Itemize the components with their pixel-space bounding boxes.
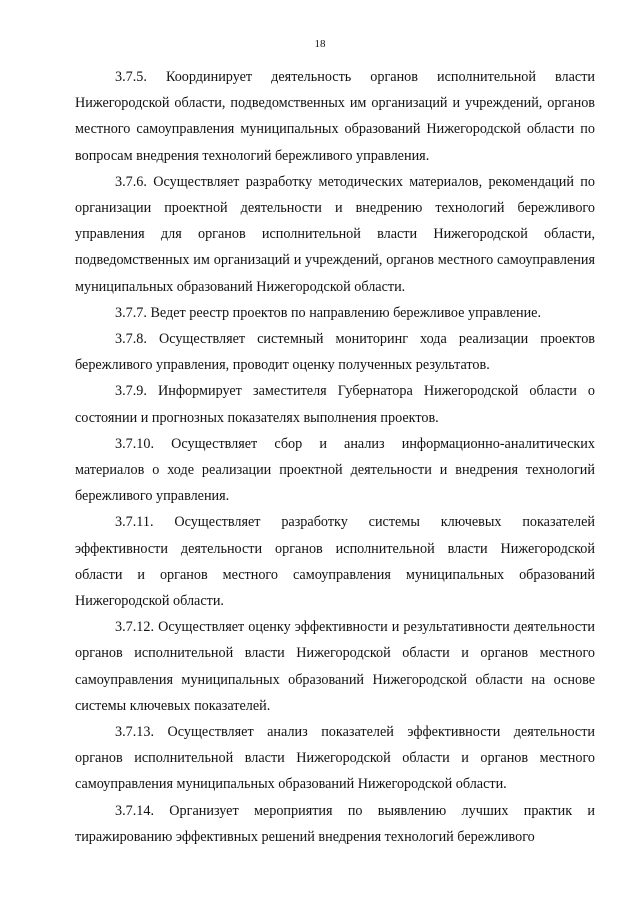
paragraph-3-7-6: 3.7.6. Осуществляет разработку методических материалов, рекомендаций по организации проектной деятельности и внедрению технологий бережливого управления для органов исполнительной власти Нижегородской области, подведомственных им организаций и учреждений, органов местного самоуправления муниципальных образований Нижегородской области. [75,173,595,295]
paragraph-3-7-10: 3.7.10. Осуществляет сбор и анализ информационно-аналитических материалов о ходе реализации проектной деятельности и внедрения технологий бережливого управления. [75,435,595,505]
paragraph-3-7-12: 3.7.12. Осуществляет оценку эффективности и результативности деятельности органов исполнительной власти Нижегородской области и органов местного самоуправления муниципальных образований Нижегородской области на основе системы ключевых показателей. [75,619,595,714]
paragraph-3-7-11: 3.7.11. Осуществляет разработку системы ключевых показателей эффективности деятельности органов исполнительной власти Нижегородской области и органов местного самоуправления муниципальных образований Нижегородской области. [75,514,595,610]
paragraph-3-7-13: 3.7.13. Осуществляет анализ показателей эффективности деятельности органов исполнительной власти Нижегородской области и органов местного самоуправления муниципальных образований Нижегородской области. [75,724,595,793]
page-number: 18 [314,38,326,50]
paragraph-3-7-7: 3.7.7. Ведет реестр проектов по направлению бережливое управление. [115,304,542,321]
paragraph-3-7-8: 3.7.8. Осуществляет системный мониторинг хода реализации проектов бережливого управления, проводит оценку полученных результатов. [75,331,595,374]
paragraph-3-7-5: 3.7.5. Координирует деятельность органов исполнительной власти Нижегородской области, подведомственных им организаций и учреждений, органов местного самоуправления муниципальных образований Нижегородской области по вопросам внедрения технологий бережливого управления. [75,69,595,164]
document-body [75,64,595,850]
paragraph-3-7-9: 3.7.9. Информирует заместителя Губернатора Нижегородской области о состоянии и прогнозных показателях выполнения проектов. [75,383,595,426]
paragraph-3-7-14: 3.7.14. Организует мероприятия по выявлению лучших практик и тиражированию эффективных решений внедрения технологий бережливого [75,802,595,845]
